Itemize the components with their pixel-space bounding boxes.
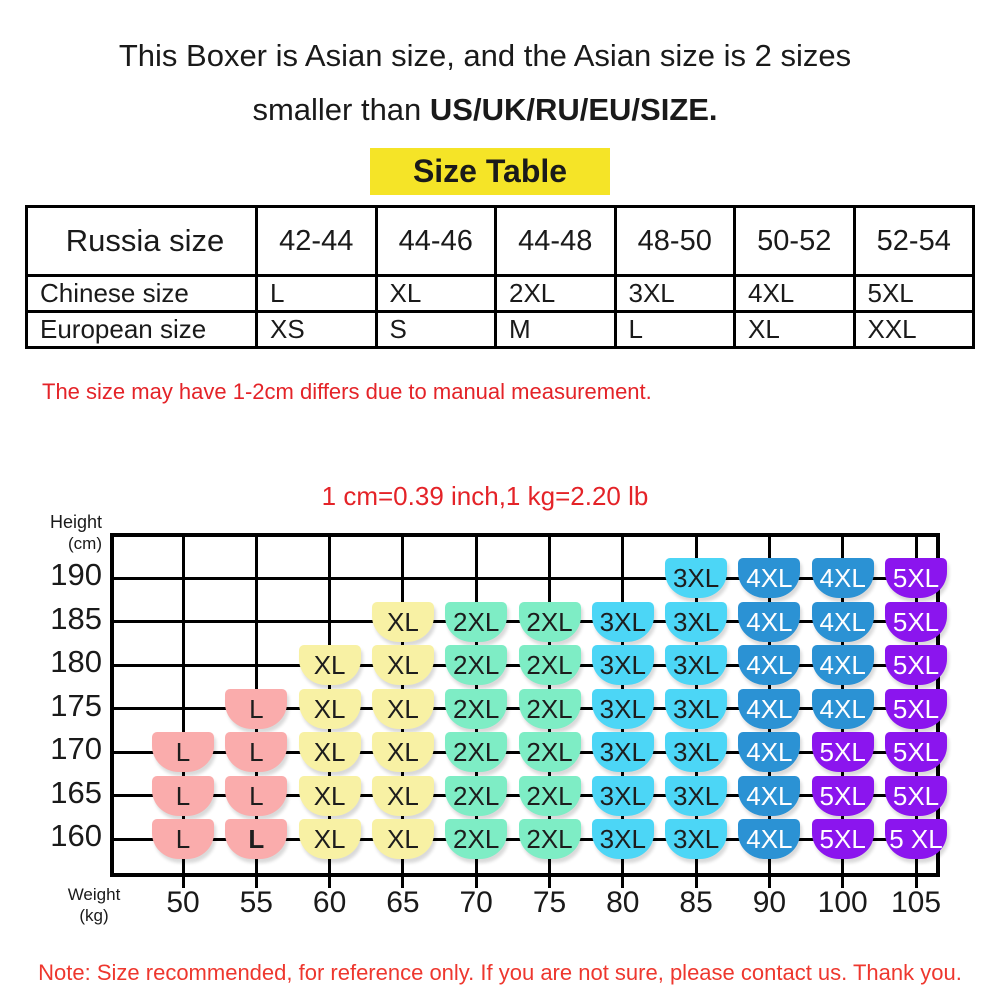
y-tick-label: 185: [50, 600, 102, 636]
size-table-cell: XXL: [854, 312, 974, 348]
size-badge: XL: [372, 776, 434, 816]
conversion-note: 1 cm=0.39 inch,1 kg=2.20 lb: [321, 481, 649, 511]
size-badge: 4XL: [738, 558, 800, 598]
size-table-cell: 5XL: [854, 276, 974, 312]
x-tick-label: 55: [239, 886, 273, 919]
size-table-row-header: Russia size: [27, 207, 257, 276]
size-table-row: [27, 276, 974, 312]
size-badge: 4XL: [738, 819, 800, 859]
size-badge: 3XL: [665, 689, 727, 729]
size-badge: 5XL: [812, 732, 874, 772]
size-badge: XL: [299, 689, 361, 729]
size-table-row: [27, 207, 974, 276]
size-conversion-table-body: [27, 207, 974, 348]
size-badge: 3XL: [592, 689, 654, 729]
size-badge: 4XL: [738, 602, 800, 642]
x-axis-unit: (kg): [79, 906, 109, 925]
y-tick-label: 160: [50, 818, 102, 853]
size-badge: 2XL: [445, 732, 507, 772]
size-conversion-table: [25, 205, 975, 349]
size-badge: 2XL: [445, 776, 507, 816]
size-badge: 3XL: [665, 732, 727, 772]
size-table-row: [27, 312, 974, 348]
size-badge: 3XL: [592, 819, 654, 859]
size-badge: L: [225, 819, 287, 859]
x-axis-title-text: Weight: [67, 885, 121, 904]
size-badge: XL: [372, 689, 434, 729]
size-badge: 5 XL: [885, 819, 947, 859]
page-title-line2: [0, 92, 970, 128]
size-table-cell: 44-46: [376, 207, 496, 276]
y-axis-unit: (cm): [68, 534, 102, 553]
size-badge: 4XL: [812, 645, 874, 685]
size-badge: L: [225, 732, 287, 772]
size-table-cell: XL: [735, 312, 855, 348]
x-tick-label: 65: [386, 886, 420, 919]
size-badge: XL: [372, 819, 434, 859]
size-badge: 4XL: [812, 689, 874, 729]
size-badge: XL: [372, 602, 434, 642]
size-table-cell: S: [376, 312, 496, 348]
size-table-cell: 42-44: [257, 207, 377, 276]
size-table-cell: 4XL: [735, 276, 855, 312]
size-badge: 5XL: [885, 558, 947, 598]
size-table-cell: L: [257, 276, 377, 312]
size-badge: L: [152, 776, 214, 816]
size-table-cell: 2XL: [496, 276, 616, 312]
size-table-cell: 3XL: [615, 276, 735, 312]
x-tick-label: 80: [606, 886, 640, 919]
y-tick-label: 165: [50, 774, 102, 810]
y-tick-label: 180: [50, 644, 102, 679]
y-tick-label: 175: [50, 687, 102, 723]
size-badge: 2XL: [519, 776, 581, 816]
x-tick-label: 100: [817, 886, 868, 919]
size-badge: L: [152, 819, 214, 859]
page-title-line1: This Boxer is Asian size, and the Asian size is 2 sizes: [118, 38, 852, 73]
size-badge: L: [225, 776, 287, 816]
x-tick-label: 85: [679, 886, 713, 919]
title-line2-bold: US/UK/RU/EU/SIZE.: [429, 92, 718, 127]
size-table-cell: XL: [376, 276, 496, 312]
x-tick-label: 60: [312, 886, 347, 919]
x-tick-label: 90: [752, 886, 787, 919]
x-tick-label: 75: [532, 886, 567, 919]
size-badge: 5XL: [812, 819, 874, 859]
size-badge: XL: [299, 819, 361, 859]
size-badge: L: [152, 732, 214, 772]
x-axis-title: [56, 884, 132, 926]
size-badge: XL: [299, 776, 361, 816]
x-tick-label: 70: [459, 886, 493, 919]
size-table-cell: L: [615, 312, 735, 348]
size-table-row-header: Chinese size: [27, 276, 257, 312]
size-badge: 5XL: [812, 776, 874, 816]
plot-area: [110, 533, 943, 877]
size-badge: 4XL: [812, 558, 874, 598]
size-table-heading: Size Table: [370, 148, 610, 195]
size-badge: L: [225, 689, 287, 729]
size-badge: 5XL: [885, 602, 947, 642]
size-badge: 2XL: [519, 689, 581, 729]
size-badge: 3XL: [592, 645, 654, 685]
size-badge: 2XL: [445, 689, 507, 729]
size-table-cell: XS: [257, 312, 377, 348]
x-tick-label: 105: [890, 886, 942, 919]
y-tick-label: 190: [50, 557, 102, 592]
size-badge: 3XL: [592, 776, 654, 816]
size-badge: 2XL: [519, 645, 581, 685]
title-line2-prefix: smaller than: [252, 92, 430, 127]
measurement-note: The size may have 1-2cm differs due to manual measurement.: [42, 379, 652, 404]
size-badge: XL: [299, 732, 361, 772]
size-badge: 3XL: [665, 558, 727, 598]
size-table-cell: M: [496, 312, 616, 348]
size-badge: 4XL: [738, 732, 800, 772]
size-badge: 4XL: [738, 645, 800, 685]
size-badge: 2XL: [519, 732, 581, 772]
size-badge: 3XL: [592, 602, 654, 642]
size-badge: 5XL: [885, 645, 947, 685]
size-badge: 4XL: [738, 689, 800, 729]
size-badge: 2XL: [445, 819, 507, 859]
size-badge: 2XL: [445, 602, 507, 642]
size-table-cell: 50-52: [735, 207, 855, 276]
size-badge: 2XL: [519, 602, 581, 642]
size-badge: XL: [299, 645, 361, 685]
size-badge: 4XL: [738, 776, 800, 816]
size-badge: 2XL: [445, 645, 507, 685]
size-badge: 5XL: [885, 776, 947, 816]
size-table-cell: 52-54: [854, 207, 974, 276]
size-badge: 5XL: [885, 732, 947, 772]
size-badge: 3XL: [665, 602, 727, 642]
size-badge: 3XL: [665, 645, 727, 685]
size-table-cell: 48-50: [615, 207, 735, 276]
size-badge: 5XL: [885, 689, 947, 729]
y-tick-label: 170: [50, 731, 102, 766]
x-tick-label: 50: [166, 886, 200, 919]
y-axis-title: [30, 511, 102, 555]
size-badge: 3XL: [665, 819, 727, 859]
size-badge: 3XL: [592, 732, 654, 772]
y-axis-title-text: Height: [49, 512, 102, 532]
size-table-cell: 44-48: [496, 207, 616, 276]
size-table-row-header: European size: [27, 312, 257, 348]
size-badge: XL: [372, 645, 434, 685]
size-badge: XL: [372, 732, 434, 772]
footer-note: Note: Size recommended, for reference only. If you are not sure, please contact us. Thank you.: [38, 960, 962, 985]
size-badge: 4XL: [812, 602, 874, 642]
size-badge: 3XL: [665, 776, 727, 816]
size-badge: 2XL: [519, 819, 581, 859]
